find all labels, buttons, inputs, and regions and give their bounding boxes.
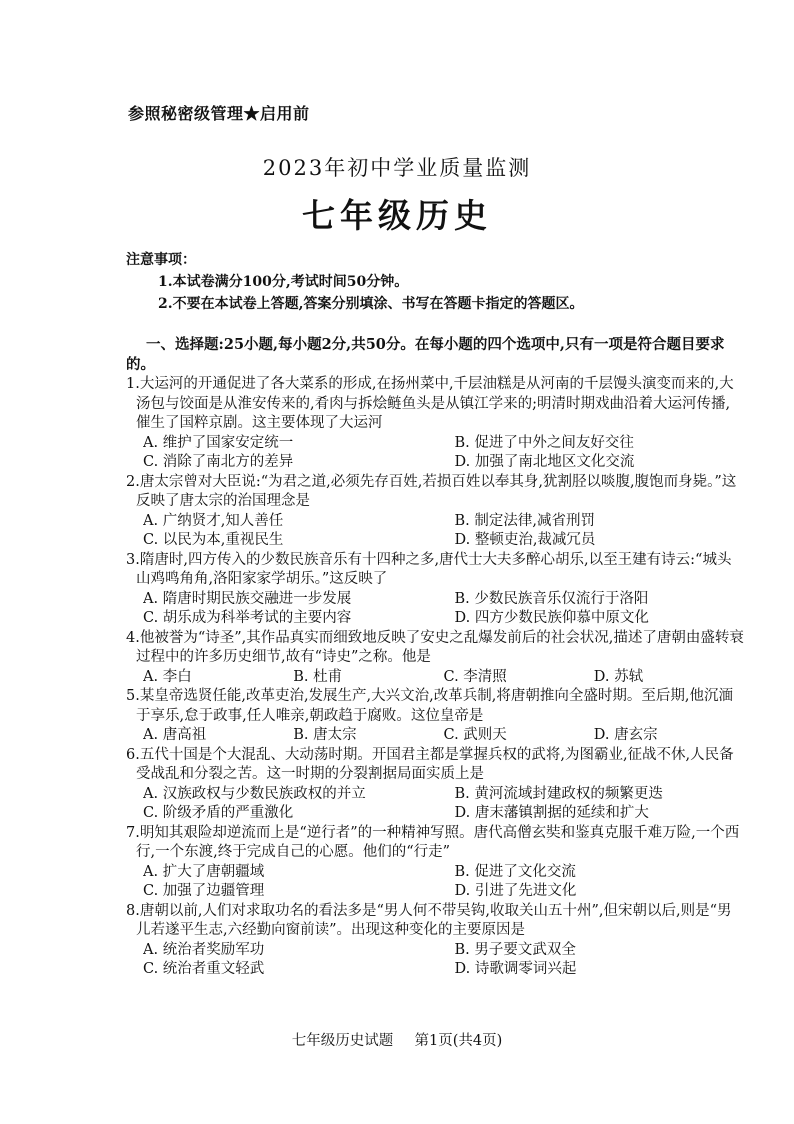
option-d: D. 唐玄宗 (593, 727, 658, 743)
option-b: B. 杜甫 (293, 668, 343, 685)
question-5 (126, 687, 744, 746)
option-d: D. 唐末藩镇割据的延续和扩大 (454, 805, 649, 821)
option-d: D. 加强了南北地区文化交流 (454, 454, 635, 470)
option-d: D. 诗歌调零词兴起 (454, 961, 577, 977)
question-stem: 6.五代十国是个大混乱、大动荡时期。开国君主都是掌握兵权的武将,为图霸业,征战不休,人民备受战乱和分裂之苦。这一时期的分裂割据局面实质上是 (126, 746, 734, 782)
question-8 (126, 902, 744, 980)
notice-item: 1.本试卷满分100分,考试时间50分钟。 (158, 274, 409, 290)
question-stem: 5.某皇帝选贤任能,改革吏治,发展生产,大兴文治,改革兵制,将唐朝推向全盛时期。至后期,他沉湎于享乐,怠于政事,任人唯亲,朝政趋于腐败。这位皇帝是 (126, 688, 733, 724)
question-stem: 1.大运河的开通促进了各大菜系的形成,在扬州菜中,千层油糕是从河南的千层馒头演变而来的,大汤包与饺面是从淮安传来的,肴肉与拆烩鲢鱼头是从镇江学来的;明清时期戏曲沿着大运河传播,催生了国粹京剧。这主要体现了大运河 (126, 376, 734, 431)
notice-item: 2.不要在本试卷上答题,答案分别填涂、书写在答题卡指定的答题区。 (158, 296, 584, 312)
question-list (126, 375, 744, 980)
option-c: C. 消除了南北方的差异 (143, 454, 294, 470)
option-group (126, 726, 744, 746)
paper-name: 七年级历史试题 (291, 1033, 394, 1049)
option-b: B. 唐太宗 (293, 727, 357, 743)
option-group (126, 785, 744, 824)
subject-title: 七年级历史 (302, 196, 492, 235)
option-group (126, 512, 744, 551)
option-group (126, 434, 744, 473)
option-group (126, 590, 744, 629)
option-b: B. 促进了中外之间友好交往 (454, 434, 634, 451)
option-b: B. 男子要文武双全 (454, 941, 576, 958)
option-a: A. 广纳贤才,知人善任 (143, 512, 284, 529)
question-2 (126, 473, 744, 551)
option-a: A. 扩大了唐朝疆域 (143, 863, 265, 880)
option-a: A. 李白 (143, 668, 192, 685)
option-c: C. 阶级矛盾的严重激化 (143, 805, 294, 821)
option-c: C. 统治者重文轻武 (143, 961, 265, 977)
option-d: D. 整顿吏治,裁减冗员 (454, 532, 596, 548)
question-stem: 2.唐太宗曾对大臣说:“为君之道,必须先存百姓,若损百姓以奉其身,犹割胫以啖腹,腹饱而身毙。”这反映了唐太宗的治国理念是 (126, 473, 737, 509)
secret-label: 参照秘密级管理★启用前 (128, 104, 310, 123)
page-footer (0, 1029, 794, 1050)
option-c: C. 武则天 (443, 727, 507, 743)
question-4 (126, 629, 744, 688)
question-7 (126, 824, 744, 902)
question-stem: 8.唐朝以前,人们对求取功名的看法多是“男人何不带吴钩,收取关山五十州”,但宋朝以后,则是“男儿若遂平生志,六经勤向窗前读”。出现这种变化的主要原因是 (126, 902, 732, 938)
option-d: D. 引进了先进文化 (454, 883, 577, 899)
option-group (126, 863, 744, 902)
notice-block (126, 249, 746, 315)
question-stem: 4.他被誉为“诗圣”,其作品真实而细致地反映了安史之乱爆发前后的社会状况,描述了唐朝由盛转衰过程中的许多历史细节,故有“诗史”之称。他是 (126, 629, 744, 665)
option-c: C. 李清照 (443, 668, 507, 685)
option-c: C. 以民为本,重视民生 (143, 532, 284, 548)
question-stem: 3.隋唐时,四方传入的少数民族音乐有十四种之多,唐代士大夫多醉心胡乐,以至王建有诗云:“城头山鸡鸣角角,洛阳家家学胡乐。”这反映了 (126, 551, 732, 587)
option-b: B. 少数民族音乐仅流行于洛阳 (454, 590, 649, 607)
option-a: A. 统治者奖励军功 (143, 941, 265, 958)
option-c: C. 胡乐成为科举考试的主要内容 (143, 610, 352, 626)
option-b: B. 促进了文化交流 (454, 863, 576, 880)
option-a: A. 隋唐时期民族交融进一步发展 (143, 590, 352, 607)
option-a: A. 维护了国家安定统一 (143, 434, 294, 451)
option-a: A. 唐高祖 (143, 727, 207, 743)
option-b: B. 黄河流域封建政权的频繁更迭 (454, 785, 663, 802)
exam-title: 2023年初中学业质量监测 (262, 156, 532, 180)
option-group (126, 941, 744, 980)
question-3 (126, 551, 744, 629)
option-d: D. 苏轼 (593, 668, 644, 685)
option-group (126, 668, 744, 688)
notice-heading: 注意事项： (126, 252, 196, 268)
option-b: B. 制定法律,减省刑罚 (454, 512, 595, 529)
page-number: 第1页(共4页) (414, 1033, 503, 1049)
question-1 (126, 375, 744, 473)
option-c: C. 加强了边疆管理 (143, 883, 265, 899)
option-a: A. 汉族政权与少数民族政权的并立 (143, 785, 366, 802)
question-6 (126, 746, 744, 824)
option-d: D. 四方少数民族仰慕中原文化 (454, 610, 649, 626)
section-heading: 一、选择题:25小题,每小题2分,共50分。在每小题的四个选项中,只有一项是符合题目要求的。 (126, 336, 725, 373)
question-stem: 7.明知其艰险却逆流而上是“逆行者”的一种精神写照。唐代高僧玄奘和鉴真克服千难万险,一个西行,一个东渡,终于完成自己的心愿。他们的“行走” (126, 824, 740, 860)
